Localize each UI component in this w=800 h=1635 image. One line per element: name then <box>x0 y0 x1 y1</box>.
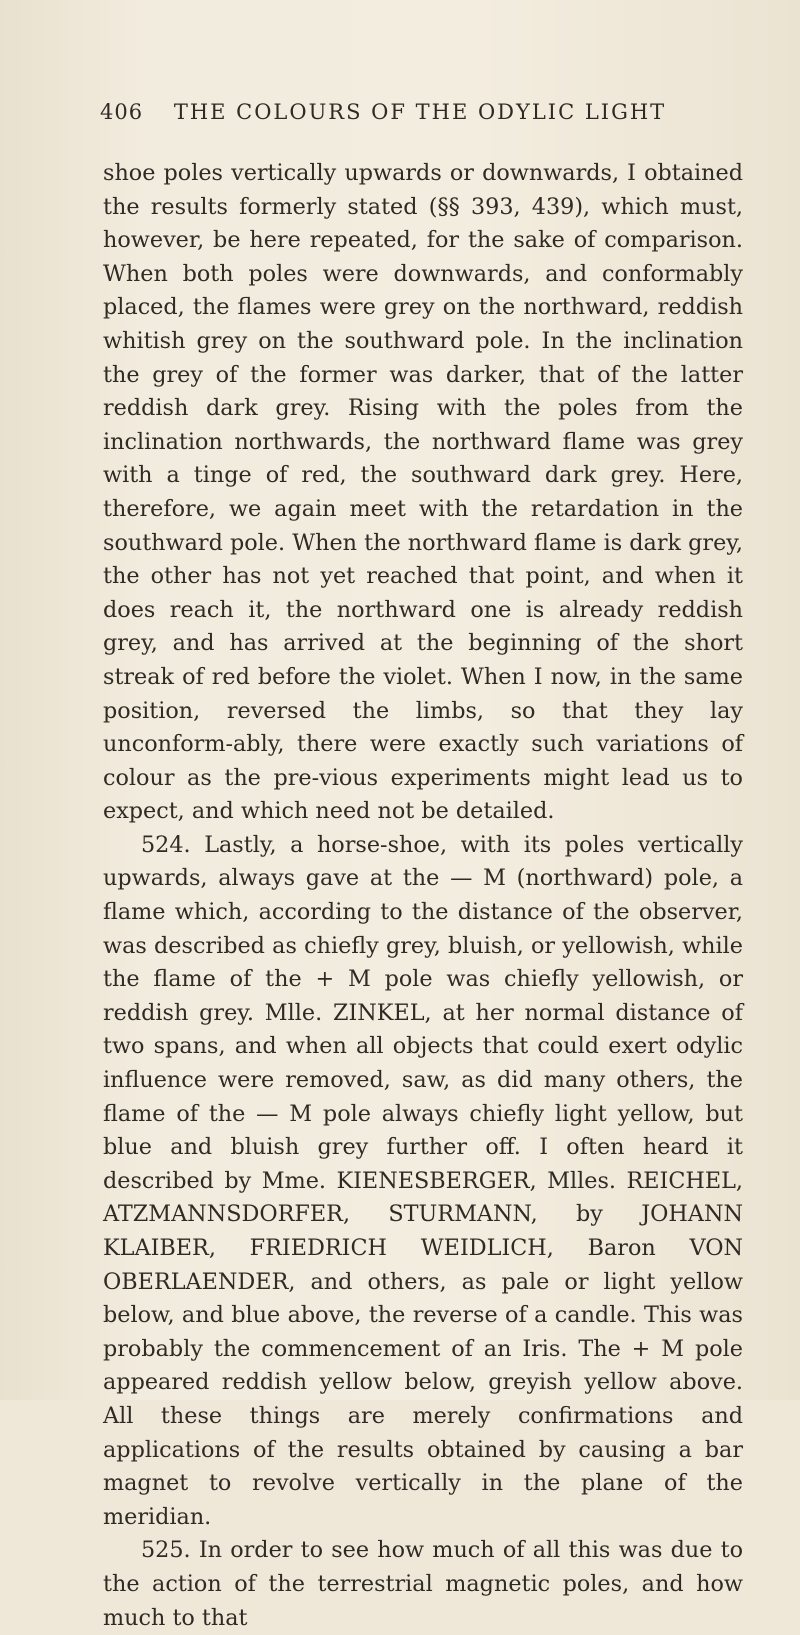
paragraph-525: 525. In order to see how much of all this was due to the action of the terrestrial magnetic poles, and how much to that <box>103 1537 743 1631</box>
running-title: THE COLOURS OF THE ODYLIC LIGHT <box>173 100 667 124</box>
paragraph-continued: shoe poles vertically upwards or downwards, I obtained the results formerly stated (§§ 393, 439), which must, however, be here repeated, for the sake of comparison. When both poles were downwards, and conformably placed, the flames were grey on the northward, reddish whitish grey on the southward pole. In the inclination the grey of the former was darker, that of the latter reddish dark grey. Rising with the poles from the inclination northwards, the northward flame was grey with a tinge of red, the southward dark grey. Here, therefore, we again meet with the retardation in the southward pole. When the northward flame is dark grey, the other has not yet reached that point, and when it does reach it, the northward one is already reddish grey, and has arrived at the beginning of the short streak of red before the violet. When I now, in the same position, reversed the limbs, so that they lay unconform-ably, there were exactly such variations of colour as the pre-vious experiments might lead us to expect, and which need not be detailed. <box>103 160 743 825</box>
paragraph-524: 524. Lastly, a horse-shoe, with its poles vertically upwards, always gave at the — M (northward) pole, a flame which, according to the distance of the observer, was described as chiefly grey, bluish, or yellowish, while the flame of the + M pole was chiefly yellowish, or reddish grey. Mlle. ZINKEL, at her normal distance of two spans, and when all objects that could exert odylic influence were removed, saw, as did many others, the flame of the — M pole always chiefly light yellow, but blue and bluish grey further off. I often heard it described by Mme. KIENESBERGER, Mlles. REICHEL, ATZMANNSDORFER, STURMANN, by JOHANN KLAIBER, FRIEDRICH WEIDLICH, Baron VON OBERLAENDER, and others, as pale or light yellow below, and blue above, the reverse of a candle. This was probably the commencement of an Iris. The + M pole appeared reddish yellow below, greyish yellow above. All these things are merely confirmations and applications of the results obtained by causing a bar magnet to revolve vertically in the plane of the meridian. <box>103 831 743 1530</box>
page-body <box>103 157 743 1635</box>
page-header <box>100 100 740 134</box>
page-number: 406 <box>100 100 144 124</box>
